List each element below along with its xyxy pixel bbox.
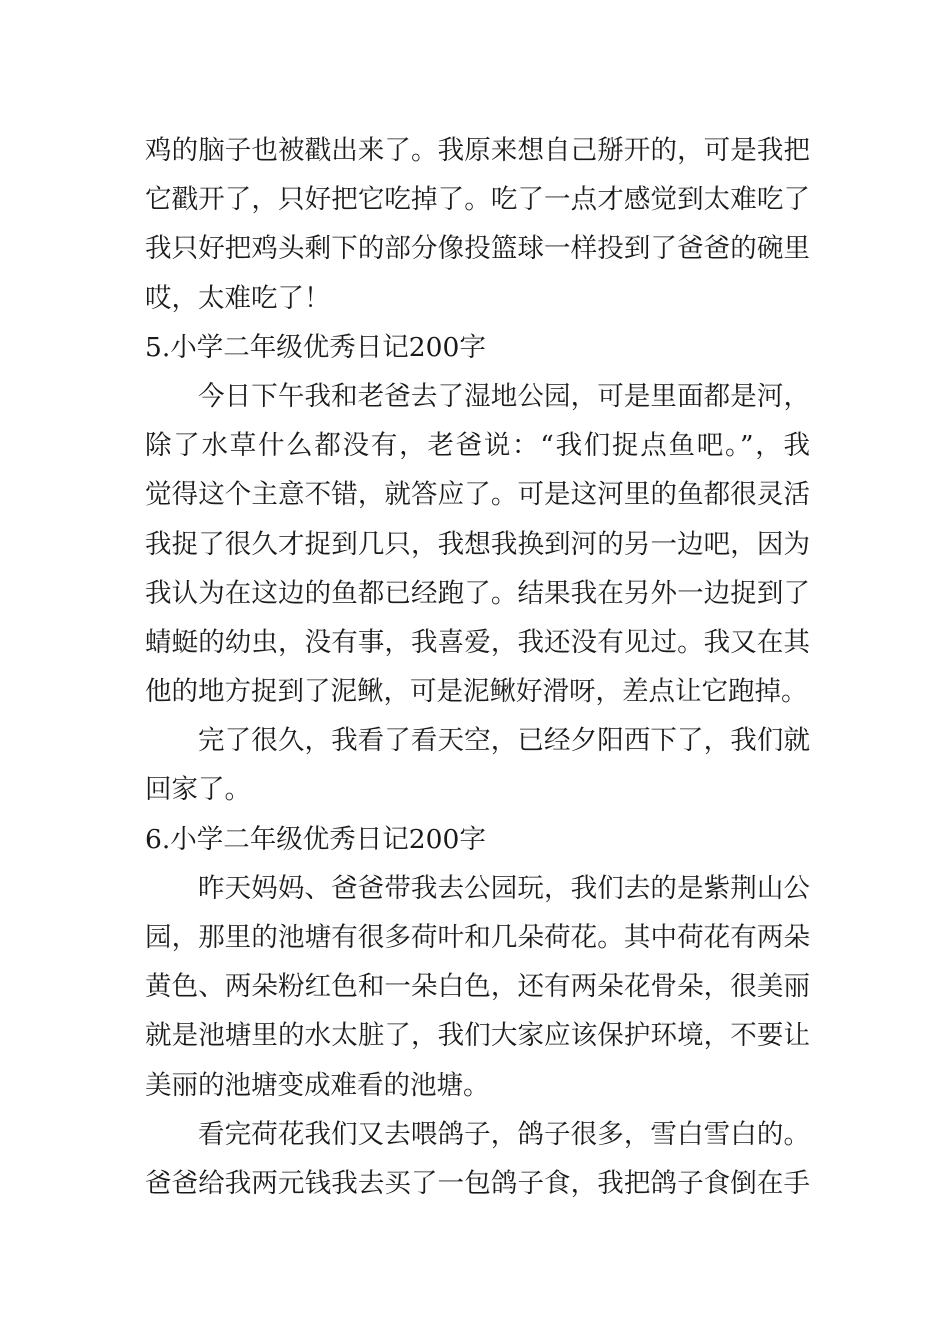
text-line: 它戳开了，只好把它吃掉了。吃了一点才感觉到太难吃了 <box>145 184 810 216</box>
text-line: 鸡的脑子也被戳出来了。我原来想自己掰开的，可是我把 <box>145 135 810 166</box>
text-line: 除了水草什么都没有，老爸说：“我们捉点鱼吧。”，我 <box>145 430 810 462</box>
section-heading: 6.小学二年级优秀日记200字 <box>145 823 486 855</box>
text-line: 爸爸给我两元钱我去买了一包鸽子食，我把鸽子食倒在手 <box>145 1167 810 1199</box>
text-line: 我认为在这边的鱼都已经跑了。结果我在另外一边捉到了 <box>145 577 810 609</box>
paragraph-first-line: 昨天妈妈、爸爸带我去公园玩，我们去的是紫荆山公 <box>198 872 810 904</box>
text-line: 黄色、两朵粉红色和一朵白色，还有两朵花骨朵，很美丽 <box>145 971 810 1003</box>
text-line: 园，那里的池塘有很多荷叶和几朵荷花。其中荷花有两朵 <box>145 922 810 953</box>
paragraph-first-line: 今日下午我和老爸去了湿地公园，可是里面都是河， <box>198 380 810 412</box>
text-line: 回家了。 <box>145 774 251 806</box>
text-line: 我只好把鸡头剩下的部分像投篮球一样投到了爸爸的碗里 <box>145 233 810 265</box>
section-heading: 5.小学二年级优秀日记200字 <box>145 331 486 363</box>
text-line: 他的地方捉到了泥鳅，可是泥鳅好滑呀，差点让它跑掉。 <box>145 676 808 708</box>
text-line: 觉得这个主意不错，就答应了。可是这河里的鱼都很灵活 <box>145 479 810 511</box>
paragraph-first-line: 看完荷花我们又去喂鸽子，鸽子很多，雪白雪白的。 <box>198 1118 810 1150</box>
text-line: 蜻蜓的幼虫，没有事，我喜爱，我还没有见过。我又在其 <box>145 626 810 658</box>
paragraph-first-line: 完了很久，我看了看天空，已经夕阳西下了，我们就 <box>198 725 810 757</box>
text-line: 我捉了很久才捉到几只，我想我换到河的另一边吧，因为 <box>145 528 810 560</box>
text-line: 哎，太难吃了！ <box>145 282 331 314</box>
document-body <box>145 126 810 1208</box>
text-line: 美丽的池塘变成难看的池塘。 <box>145 1069 490 1101</box>
text-line: 就是池塘里的水太脏了，我们大家应该保护环境，不要让 <box>145 1020 810 1052</box>
